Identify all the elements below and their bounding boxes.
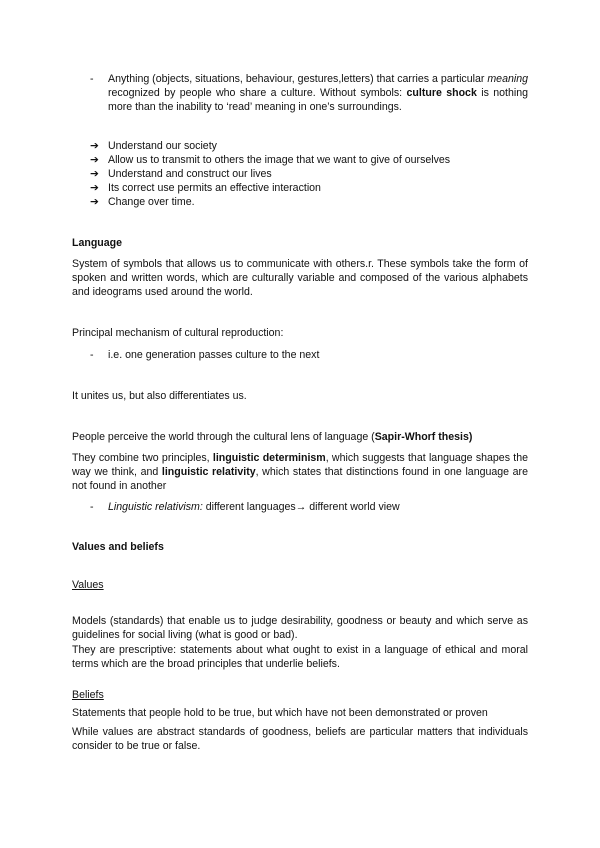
principles-paragraph: [72, 451, 528, 493]
symbols-definition-start: Anything (objects, situations, behaviour, gestures,letters) that carries a particular: [108, 73, 485, 85]
linguistic-relativism-label: Linguistic relativism:: [108, 501, 203, 513]
symbols-definition-mid: recognized by people who share a culture. Without symbols:: [108, 87, 407, 99]
meaning-term: meaning: [487, 73, 528, 85]
function-item: [90, 181, 450, 195]
function-item-text: Understand our society: [108, 140, 217, 152]
values-subheading: Values: [72, 579, 104, 591]
symbols-bullet-dash: -: [90, 73, 94, 85]
arrow-icon: ➔: [90, 140, 99, 152]
values-prescriptive: They are prescriptive: statements about what ought to exist in a language of ethical and moral terms which are the broad principles that underlie beliefs.: [72, 644, 528, 670]
sapir-whorf-term: Sapir-Whorf thesis): [374, 431, 473, 443]
relativism-text: different languages→ different world view: [202, 501, 400, 513]
symbols-definition: [108, 72, 528, 114]
relativism-item: [108, 500, 528, 514]
arrow-icon: ➔: [90, 196, 99, 208]
function-item: [90, 139, 450, 153]
function-item: [90, 195, 450, 209]
arrow-icon: ➔: [90, 168, 99, 180]
linguistic-determinism-term: linguistic determinism: [212, 452, 326, 464]
values-definition: Models (standards) that enable us to judge desirability, goodness or beauty and which serve as guidelines for social living (what is good or bad).: [72, 615, 528, 641]
values-beliefs-heading: Values and beliefs: [72, 541, 164, 553]
function-item: [90, 153, 450, 167]
beliefs-comparison: While values are abstract standards of goodness, beliefs are particular matters that individuals consider to be true or false.: [72, 726, 528, 752]
mechanism-intro: Principal mechanism of cultural reproduction:: [72, 327, 284, 339]
arrow-icon: ➔: [90, 182, 99, 194]
principles-mid: , which suggests that language shapes the way we think, and: [72, 452, 528, 478]
function-item-text: Change over time.: [108, 196, 195, 208]
culture-shock-term: culture shock: [406, 87, 477, 99]
principles-start: They combine two principles,: [72, 452, 213, 464]
arrow-icon: ➔: [90, 154, 99, 166]
perceive-text: People perceive the world through the cultural lens of language (: [72, 431, 375, 443]
perceive-statement: [72, 430, 528, 444]
function-item-text: Allow us to transmit to others the image that we want to give of ourselves: [108, 154, 451, 166]
principles-end: , which states that distinctions found in one language are not found in another: [72, 466, 528, 492]
language-heading: Language: [72, 237, 123, 249]
function-item: [90, 167, 450, 181]
mechanism-dash: -: [90, 349, 94, 361]
function-item-text: Understand and construct our lives: [108, 168, 272, 180]
linguistic-relativity-term: linguistic relativity: [161, 466, 256, 478]
unites-statement: It unites us, but also differentiates us.: [72, 390, 247, 402]
beliefs-definition: Statements that people hold to be true, but which have not been demonstrated or proven: [72, 707, 488, 719]
symbol-functions-list: [90, 139, 450, 209]
symbols-definition-end: is nothing more than the inability to ‘read’ meaning in one’s surroundings.: [108, 87, 529, 113]
beliefs-subheading: Beliefs: [72, 689, 104, 701]
language-definition: System of symbols that allows us to communicate with others.r. These symbols take the form of spoken and written words, which are culturally variable and composed of the various alphabets and ideograms used around the world.: [72, 258, 528, 298]
mechanism-item: i.e. one generation passes culture to the next: [108, 349, 320, 361]
function-item-text: Its correct use permits an effective interaction: [108, 182, 321, 194]
relativism-dash: -: [90, 501, 94, 513]
